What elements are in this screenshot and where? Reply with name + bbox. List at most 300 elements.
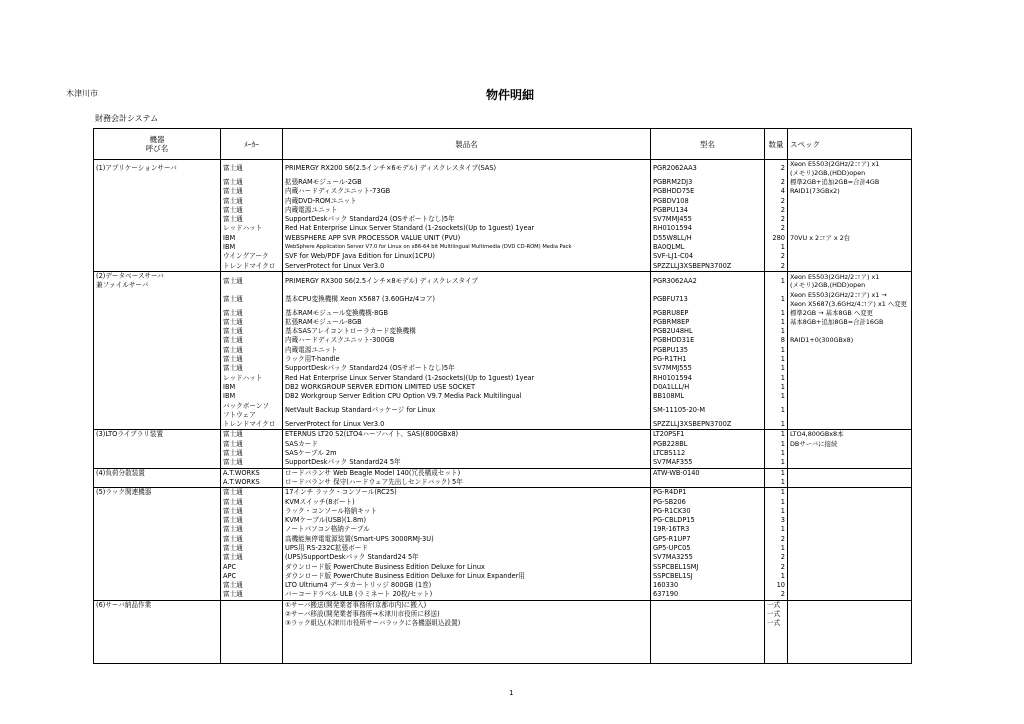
spec-cell: 標準2GB+追加2GB=合計4GB [788, 178, 912, 187]
maker-cell: 富士通 [221, 318, 283, 327]
table-row [94, 374, 912, 383]
table-row [94, 346, 912, 355]
qty-cell: 1 [765, 420, 788, 430]
spec-cell [788, 383, 912, 392]
model-cell: SV7MAF355 [651, 458, 765, 468]
model-cell: SV7MA3255 [651, 553, 765, 562]
maker-cell: 富士通 [221, 197, 283, 206]
device-cell [94, 544, 221, 553]
device-cell [94, 383, 221, 392]
product-cell: ロードバランサ 保守(ハードウェア先出しセンドバック) 5年 [283, 478, 651, 488]
maker-cell: IBM [221, 234, 283, 243]
qty-cell: 2 [765, 160, 788, 179]
table-row [94, 215, 912, 224]
qty-cell: 1 [765, 458, 788, 468]
maker-cell: 富士通 [221, 458, 283, 468]
device-cell: (6)サーバ納品作業 [94, 600, 221, 610]
model-cell: PGBRU8EP [651, 309, 765, 318]
qty-cell: 1 [765, 440, 788, 449]
qty-cell: 1 [765, 544, 788, 553]
qty-cell: 1 [765, 355, 788, 364]
maker-cell: レッドハット [221, 224, 283, 233]
table-row [94, 224, 912, 233]
maker-cell: 富士通 [221, 160, 283, 179]
model-cell: SVF-LJ1-C04 [651, 252, 765, 261]
product-cell: SupportDeskパック Standard24 5年 [283, 458, 651, 468]
device-cell [94, 563, 221, 572]
maker-cell: 富士通 [221, 346, 283, 355]
table-row [94, 197, 912, 206]
table-row [94, 206, 912, 215]
product-cell: KVMケーブル(USB)(1.8m) [283, 516, 651, 525]
device-cell [94, 440, 221, 449]
device-cell [94, 374, 221, 383]
product-cell: 内蔵電源ユニット [283, 346, 651, 355]
product-cell: 内蔵電源ユニット [283, 206, 651, 215]
page-number: 1 [509, 689, 514, 697]
product-cell: 基本CPU変換機構 Xeon X5687 (3.60GHz/4コア) [283, 291, 651, 309]
maker-cell [221, 619, 283, 628]
spec-cell [788, 525, 912, 534]
device-cell [94, 516, 221, 525]
device-cell [94, 243, 221, 252]
spec-cell [788, 346, 912, 355]
qty-cell: 2 [765, 262, 788, 272]
qty-cell: 1 [765, 525, 788, 534]
spec-cell [788, 374, 912, 383]
qty-cell: 1 [765, 271, 788, 290]
table-row [94, 420, 912, 430]
qty-cell: 1 [765, 468, 788, 478]
spec-cell: RAID1(73GBx2) [788, 187, 912, 196]
model-cell: LTCBS112 [651, 449, 765, 458]
product-cell: 内蔵ハードディスクユニット-300GB [283, 336, 651, 345]
model-cell: PGBHDD31E [651, 336, 765, 345]
table-row [94, 610, 912, 619]
device-cell [94, 402, 221, 421]
qty-cell: 1 [765, 346, 788, 355]
model-cell: RH0101594 [651, 374, 765, 383]
spec-cell [788, 590, 912, 600]
maker-cell: 富士通 [221, 206, 283, 215]
table-row [94, 488, 912, 498]
spec-cell [788, 243, 912, 252]
device-cell [94, 309, 221, 318]
product-cell: WEBSPHERE APP SVR PROCESSOR VALUE UNIT (PVU) [283, 234, 651, 243]
model-cell: PG-R1TH1 [651, 355, 765, 364]
table-header-row [94, 129, 912, 160]
model-cell: PGBRM2DJ3 [651, 178, 765, 187]
spec-cell: Xeon E5503(2GHz/2コア) x1 → Xeon X5687(3.6GHz/4コア) x1 へ変更 [788, 291, 912, 309]
product-cell: Red Hat Enterprise Linux Server Standard (1-2sockets)(Up to 1guest) 1year [283, 374, 651, 383]
qty-cell: 2 [765, 252, 788, 261]
model-cell: PGBRM8EP [651, 318, 765, 327]
device-cell [94, 392, 221, 401]
device-cell [94, 346, 221, 355]
maker-cell: 富士通 [221, 581, 283, 590]
model-cell: PGB2U48HL [651, 327, 765, 336]
qty-cell: 1 [765, 478, 788, 488]
empty-cell [765, 629, 788, 664]
device-cell [94, 364, 221, 373]
spec-cell [788, 572, 912, 581]
model-cell: SV7MMJ455 [651, 215, 765, 224]
spec-cell [788, 402, 912, 421]
product-cell: ラック・コンソール格納キット [283, 507, 651, 516]
device-cell [94, 535, 221, 544]
model-cell: PGB228BL [651, 440, 765, 449]
model-cell [651, 619, 765, 628]
table-row [94, 478, 912, 488]
device-cell [94, 355, 221, 364]
table-row [94, 449, 912, 458]
table-row [94, 581, 912, 590]
spec-cell [788, 458, 912, 468]
table-row [94, 553, 912, 562]
product-cell: UPS用 RS-232C拡張ボード [283, 544, 651, 553]
maker-cell [221, 610, 283, 619]
device-cell [94, 458, 221, 468]
device-cell [94, 234, 221, 243]
device-cell [94, 420, 221, 430]
spec-cell [788, 544, 912, 553]
maker-cell: 富士通 [221, 535, 283, 544]
header-spec: スペック [788, 129, 912, 160]
model-cell: RH0101594 [651, 224, 765, 233]
device-cell [94, 178, 221, 187]
model-cell [651, 478, 765, 488]
spec-cell [788, 468, 912, 478]
device-cell [94, 318, 221, 327]
spec-cell [788, 364, 912, 373]
maker-cell: 富士通 [221, 309, 283, 318]
product-cell: KVMスイッチ(8ポート) [283, 498, 651, 507]
table-row [94, 187, 912, 196]
model-cell: PGBPU134 [651, 206, 765, 215]
product-cell: ③ラック組込(木津川市役所サーバラックに各機器組込設置) [283, 619, 651, 628]
spec-cell [788, 488, 912, 498]
model-cell: PGBHDD75E [651, 187, 765, 196]
table-body [94, 160, 912, 664]
qty-cell: 1 [765, 309, 788, 318]
empty-cell [94, 629, 221, 664]
device-cell [94, 252, 221, 261]
header-model: 型名 [651, 129, 765, 160]
table-row [94, 243, 912, 252]
model-cell: SPZZLLJ3XSBEPN3700Z [651, 262, 765, 272]
product-cell: 高機能無停電電源装置(Smart-UPS 3000RMJ-3U) [283, 535, 651, 544]
maker-cell: 富士通 [221, 498, 283, 507]
header-device: 機器 呼び名 [94, 129, 221, 160]
maker-cell: バックボーンソ フトウェア [221, 402, 283, 421]
document-title: 物件明細 [486, 88, 535, 102]
table-row [94, 619, 912, 628]
empty-cell [788, 629, 912, 664]
product-cell: ServerProtect for Linux Ver3.0 [283, 420, 651, 430]
product-cell: 基本SASアレイコントローラカード変換機構 [283, 327, 651, 336]
qty-cell: 2 [765, 206, 788, 215]
table-row [94, 364, 912, 373]
product-cell: SVF for Web/PDF Java Edition for Linux(1CPU) [283, 252, 651, 261]
model-cell: SPZZLLJ3XSBEPN3700Z [651, 420, 765, 430]
product-cell: SupportDeskパック Standard24 (OSサポートなし)5年 [283, 364, 651, 373]
qty-cell: 2 [765, 590, 788, 600]
maker-cell: 富士通 [221, 544, 283, 553]
maker-cell: 富士通 [221, 430, 283, 440]
spec-cell [788, 392, 912, 401]
maker-cell: IBM [221, 392, 283, 401]
maker-cell: 富士通 [221, 355, 283, 364]
qty-cell: 10 [765, 581, 788, 590]
product-cell: WebSphere Application Server V7.0 for Linux on x86-64 bit Multilingual Multimedia (DVD CD-ROM) Media Pack [283, 243, 651, 252]
maker-cell: 富士通 [221, 590, 283, 600]
device-cell: (4)負荷分散装置 [94, 468, 221, 478]
table-row [94, 178, 912, 187]
qty-cell: 1 [765, 291, 788, 309]
table-row [94, 392, 912, 401]
table-row [94, 252, 912, 261]
product-cell: 拡張RAMモジュール-2GB [283, 178, 651, 187]
model-cell: ATW-WB-0140 [651, 468, 765, 478]
device-cell [94, 507, 221, 516]
device-cell [94, 262, 221, 272]
table-row [94, 383, 912, 392]
table-row [94, 262, 912, 272]
model-cell: 637190 [651, 590, 765, 600]
product-cell: ラック用T-handle [283, 355, 651, 364]
maker-cell: 富士通 [221, 507, 283, 516]
product-cell: DB2 WORKGROUP SERVER EDITION LIMITED USE SOCKET [283, 383, 651, 392]
product-cell: ダウンロード版 PowerChute Business Edition Deluxe for Linux [283, 563, 651, 572]
qty-cell: 2 [765, 197, 788, 206]
device-cell: (1)アプリケーションサーバ [94, 160, 221, 179]
qty-cell: 1 [765, 243, 788, 252]
maker-cell: APC [221, 563, 283, 572]
model-cell: PGR3062AA2 [651, 271, 765, 290]
table-row [94, 572, 912, 581]
table-row [94, 402, 912, 421]
maker-cell: ウイングアーク [221, 252, 283, 261]
qty-cell: 1 [765, 488, 788, 498]
table-row [94, 309, 912, 318]
maker-cell: 富士通 [221, 516, 283, 525]
table-row [94, 516, 912, 525]
model-cell [651, 610, 765, 619]
table-row [94, 430, 912, 440]
product-cell: DB2 Workgroup Server Edition CPU Option V9.7 Media Pack Multilingual [283, 392, 651, 401]
spec-cell [788, 563, 912, 572]
maker-cell: APC [221, 572, 283, 581]
product-cell: 17インチ ラック・コンソール(RC25) [283, 488, 651, 498]
device-cell: (5)ラック関連機器 [94, 488, 221, 498]
qty-cell: 2 [765, 553, 788, 562]
device-cell [94, 478, 221, 488]
table-row [94, 271, 912, 290]
device-cell [94, 224, 221, 233]
product-cell: 内蔵DVD-ROMユニット [283, 197, 651, 206]
table-row [94, 563, 912, 572]
qty-cell: 8 [765, 336, 788, 345]
qty-cell: 3 [765, 516, 788, 525]
product-cell: 内蔵ハードディスクユニット-73GB [283, 187, 651, 196]
table-row [94, 458, 912, 468]
product-cell: 拡張RAMモジュール-8GB [283, 318, 651, 327]
model-cell: GP5-R1UP7 [651, 535, 765, 544]
qty-cell: 1 [765, 402, 788, 421]
spec-cell [788, 600, 912, 610]
spec-cell [788, 507, 912, 516]
maker-cell: 富士通 [221, 488, 283, 498]
empty-cell [221, 629, 283, 664]
product-cell: ロードバランサ Web Beagle Model 140(冗長構成セット) [283, 468, 651, 478]
model-cell: BA0QLML [651, 243, 765, 252]
product-cell: SupportDeskパック Standard24 (OSサポートなし)5年 [283, 215, 651, 224]
product-cell: ②サーバ移設(開発業者事務所→木津川市役所に移送) [283, 610, 651, 619]
qty-cell: 1 [765, 507, 788, 516]
equipment-table [93, 128, 912, 664]
spec-cell [788, 610, 912, 619]
device-cell [94, 610, 221, 619]
model-cell: SV7MMJ555 [651, 364, 765, 373]
spec-cell: Xeon E5503(2GHz/2コア) x1 (メモリ)2GB,(HDD)open [788, 160, 912, 179]
qty-cell: 2 [765, 215, 788, 224]
table-row [94, 544, 912, 553]
qty-cell: 2 [765, 535, 788, 544]
product-cell: PRIMERGY RX200 S6(2.5インチ×6モデル) ディスクレスタイプ(SAS) [283, 160, 651, 179]
spec-cell: 70VU x 2コア x 2台 [788, 234, 912, 243]
product-cell: ETERNUS LT20 S2(LTO4ハーフハイト、SAS)(800GBx8) [283, 430, 651, 440]
spec-cell [788, 553, 912, 562]
device-cell [94, 215, 221, 224]
spec-cell [788, 215, 912, 224]
model-cell: PGBDV108 [651, 197, 765, 206]
device-cell: (2)データベースサーバ 兼ファイルサーバ [94, 271, 221, 290]
spec-cell [788, 197, 912, 206]
spec-cell [788, 206, 912, 215]
device-cell [94, 327, 221, 336]
device-cell [94, 197, 221, 206]
model-cell: PG-SB206 [651, 498, 765, 507]
maker-cell: 富士通 [221, 449, 283, 458]
table-row [94, 590, 912, 600]
product-cell: ServerProtect for Linux Ver3.0 [283, 262, 651, 272]
spec-cell [788, 535, 912, 544]
product-cell: NetVault Backup Standardパッケージ for Linux [283, 402, 651, 421]
model-cell: GP5-UPC05 [651, 544, 765, 553]
table-row [94, 468, 912, 478]
maker-cell: トレンドマイクロ [221, 420, 283, 430]
qty-cell: 1 [765, 498, 788, 507]
qty-cell: 1 [765, 364, 788, 373]
device-cell [94, 498, 221, 507]
spec-cell: RAID1+0(300GBx8) [788, 336, 912, 345]
product-cell: 基本RAMモジュール変換機構-8GB [283, 309, 651, 318]
spec-cell [788, 262, 912, 272]
model-cell: 19R-16TR3 [651, 525, 765, 534]
maker-cell: 富士通 [221, 364, 283, 373]
device-cell [94, 187, 221, 196]
maker-cell: A.T.WORKS [221, 478, 283, 488]
model-cell: D55W8LL/H [651, 234, 765, 243]
qty-cell: 2 [765, 178, 788, 187]
qty-cell: 1 [765, 318, 788, 327]
qty-cell: 1 [765, 392, 788, 401]
spec-cell [788, 498, 912, 507]
maker-cell: A.T.WORKS [221, 468, 283, 478]
model-cell: PG-CBLDP15 [651, 516, 765, 525]
maker-cell: 富士通 [221, 271, 283, 290]
table-row [94, 234, 912, 243]
product-cell: LTO Ultrium4 データカートリッジ 800GB (1巻) [283, 581, 651, 590]
qty-cell: 1 [765, 383, 788, 392]
spec-cell [788, 327, 912, 336]
spec-cell [788, 420, 912, 430]
table-row [94, 498, 912, 507]
maker-cell: 富士通 [221, 178, 283, 187]
spec-cell [788, 355, 912, 364]
model-cell: PG-R4DP1 [651, 488, 765, 498]
model-cell: SM-11105-20-M [651, 402, 765, 421]
product-cell: ①サーバ搬送(開発業者事務所(京都市内)に搬入) [283, 600, 651, 610]
spec-cell: 標準2GB → 基本8GB へ変更 [788, 309, 912, 318]
header-maker: ﾒｰｶｰ [221, 129, 283, 160]
model-cell [651, 600, 765, 610]
product-cell: バーコードラベル ULB (ラミネート 20枚/セット) [283, 590, 651, 600]
empty-cell [651, 629, 765, 664]
qty-cell: 一式 [765, 619, 788, 628]
spec-cell [788, 252, 912, 261]
maker-cell [221, 600, 283, 610]
qty-cell: 1 [765, 430, 788, 440]
spec-cell [788, 224, 912, 233]
model-cell: SSPCBEL1SJ [651, 572, 765, 581]
product-cell: SASカード [283, 440, 651, 449]
qty-cell: 2 [765, 563, 788, 572]
header-qty: 数量 [765, 129, 788, 160]
qty-cell: 1 [765, 572, 788, 581]
device-cell [94, 449, 221, 458]
qty-cell: 280 [765, 234, 788, 243]
table-row [94, 600, 912, 610]
maker-cell: 富士通 [221, 553, 283, 562]
table-row [94, 525, 912, 534]
table-row [94, 535, 912, 544]
product-cell: Red Hat Enterprise Linux Server Standard (1-2sockets)(Up to 1guest) 1year [283, 224, 651, 233]
device-cell [94, 572, 221, 581]
maker-cell: 富士通 [221, 336, 283, 345]
device-cell [94, 590, 221, 600]
maker-cell: IBM [221, 383, 283, 392]
qty-cell: 1 [765, 327, 788, 336]
qty-cell: 4 [765, 187, 788, 196]
model-cell: PGR2062AA3 [651, 160, 765, 179]
spec-cell [788, 581, 912, 590]
qty-cell: 1 [765, 449, 788, 458]
system-name: 財務会計システム [95, 114, 159, 123]
maker-cell: 富士通 [221, 440, 283, 449]
spec-cell: Xeon E5503(2GHz/2コア) x1 (メモリ)2GB,(HDD)open [788, 271, 912, 290]
table-row [94, 440, 912, 449]
qty-cell: 一式 [765, 610, 788, 619]
spec-cell [788, 478, 912, 488]
device-cell [94, 619, 221, 628]
product-cell: SASケーブル 2m [283, 449, 651, 458]
maker-cell: 富士通 [221, 291, 283, 309]
model-cell: PGBFU713 [651, 291, 765, 309]
maker-cell: トレンドマイクロ [221, 262, 283, 272]
empty-cell [283, 629, 651, 664]
device-cell [94, 291, 221, 309]
